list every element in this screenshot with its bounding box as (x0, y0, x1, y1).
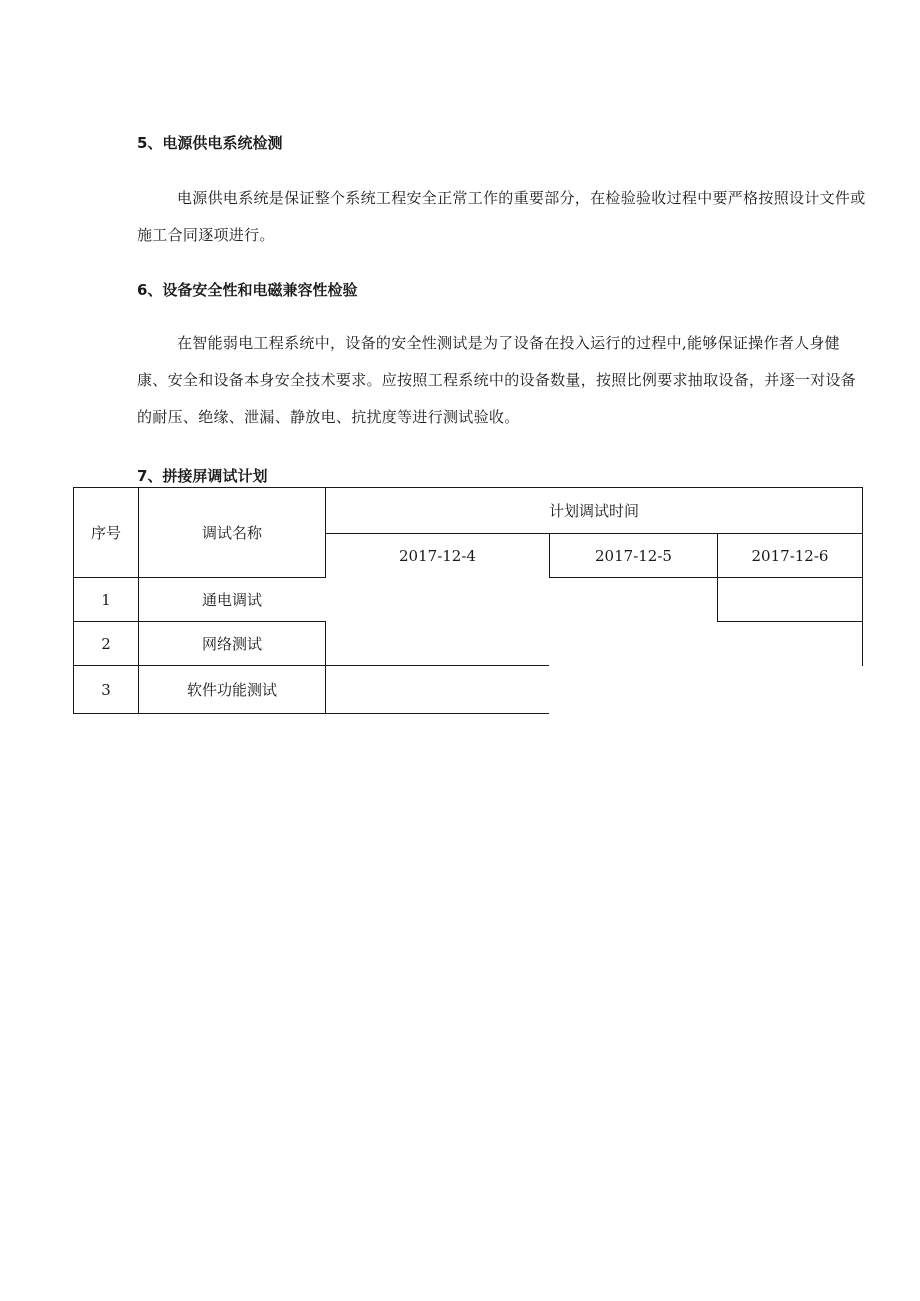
table-row-1-bottom-border-right (717, 621, 863, 622)
header-index: 序号 (90, 523, 121, 542)
header-date-3: 2017-12-6 (751, 546, 829, 565)
table-bottom-border (73, 713, 549, 714)
header-planned-time: 计划调试时间 (548, 501, 639, 520)
header-date-2: 2017-12-5 (595, 546, 672, 565)
header-name: 调试名称 (201, 523, 262, 542)
table-right-border (862, 487, 863, 666)
section-6-heading: 6、设备安全性和电磁兼容性检验 (137, 281, 358, 299)
row-1-name: 通电调试 (201, 590, 262, 609)
row-3-index: 3 (101, 680, 111, 699)
header-date-1: 2017-12-4 (399, 546, 476, 565)
table-header-bottom-border-right (549, 577, 863, 578)
row-1-index: 1 (101, 590, 111, 609)
row-3-name: 软件功能测试 (186, 680, 277, 699)
row-2-index: 2 (101, 634, 111, 653)
row-2-name: 网络测试 (201, 634, 262, 653)
section-5-heading: 5、电源供电系统检测 (137, 134, 283, 152)
section-7-heading: 7、拼接屏调试计划 (137, 467, 268, 485)
section-5-paragraph: 电源供电系统是保证整个系统工程安全正常工作的重要部分，在检验验收过程中要严格按照设计文件或施工合同逐项进行。 (137, 189, 866, 244)
table-col-2-divider-body (325, 621, 326, 714)
section-6-paragraph: 在智能弱电工程系统中，设备的安全性测试是为了设备在投入运行的过程中,能够保证操作者人身健康、安全和设备本身安全技术要求。应按照工程系统中的设备数量，按照比例要求抽取设备，并逐一对设备的耐压、绝缘、泄漏、静放电、抗扰度等进行测试验收。 (137, 334, 857, 426)
